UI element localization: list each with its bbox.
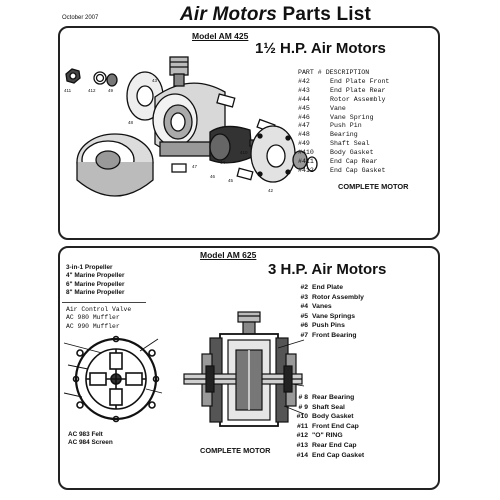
part-row: #4 Vanes: [300, 303, 332, 311]
part-row: #5 Vane Springs: [300, 312, 356, 320]
am625-hp-title: 3 H.P. Air Motors: [268, 261, 387, 278]
part-row: #412 End Cap Gasket: [298, 166, 386, 174]
end-cap-nut-icon: [66, 69, 80, 83]
vane-icon: [172, 164, 186, 172]
title-air-motors: Air Motors: [180, 4, 277, 25]
part-row: #48 Bearing: [298, 131, 358, 139]
part-row: #6 Push Pins: [300, 322, 345, 330]
part-row: #410 Body Gasket: [298, 149, 374, 157]
part-row: #411 End Cap Rear: [298, 158, 378, 166]
callout-label: 46: [210, 174, 216, 179]
part-row: #10 Body Gasket: [296, 413, 354, 421]
gasket-ring-icon: [94, 72, 106, 84]
am425-complete-motor-label: COMPLETE MOTOR: [338, 182, 409, 191]
filter-item: AC 984 Screen: [68, 439, 113, 447]
part-row: #11 Front End Cap: [297, 422, 359, 430]
callout-label: 44: [220, 160, 226, 165]
parts-header: PART # DESCRIPTION: [298, 69, 370, 76]
part-row: #2 End Plate: [300, 284, 343, 291]
am625-parts-list-top: [278, 283, 364, 341]
accessory-list: [66, 264, 124, 298]
part-row: #13 Rear End Cap: [296, 441, 357, 449]
accessory-item: 4" Marine Propeller: [66, 272, 125, 280]
part-row: #45 Vane: [298, 104, 346, 112]
bearing-icon: [107, 74, 117, 86]
accessory-divider: [62, 302, 146, 303]
part-row: #7 Front Bearing: [300, 331, 357, 339]
part-row: #14 End Cap Gasket: [296, 451, 365, 459]
title-parts-list: Parts List: [277, 4, 372, 25]
rear-end-cap-icon: [77, 134, 153, 196]
accessory-item: 6" Marine Propeller: [66, 280, 125, 288]
accessory-item: 3-in-1 Propeller: [66, 264, 113, 271]
callout-label: 410: [240, 150, 248, 155]
page-title: [180, 4, 371, 26]
part-row: #43 End Plate Rear: [298, 86, 386, 94]
filter-item: AC 983 Felt: [68, 431, 103, 438]
part-row: #12 "O" RING: [296, 432, 343, 440]
accessory-item: 8" Marine Propeller: [66, 289, 125, 297]
am625-parts-list-bottom: [278, 393, 364, 460]
am625-model-label: Model AM 625: [200, 250, 257, 260]
document-date: October 2007: [62, 15, 99, 21]
vane-icon: [237, 168, 253, 179]
control-item: AC 980 Muffler: [66, 314, 120, 322]
air-inlet-fitting-icon: [170, 57, 188, 86]
callout-label: 411: [64, 88, 72, 93]
part-row: #49 Shaft Seal: [298, 140, 370, 148]
am425-hp-title: 1½ H.P. Air Motors: [255, 40, 386, 57]
filter-list: [68, 431, 113, 448]
am425-model-label: Model AM 425: [192, 31, 249, 41]
part-row: #46 Vane Spring: [298, 113, 374, 121]
callout-label: 42: [268, 188, 274, 193]
part-row: #3 Rotor Assembly: [300, 293, 364, 301]
callout-label: 412: [88, 88, 96, 93]
callout-label: 47: [192, 164, 198, 169]
part-row: #42 End Plate Front: [298, 77, 390, 85]
control-item: AC 990 Muffler: [66, 322, 120, 330]
part-row: # 9 Shaft Seal: [298, 403, 345, 411]
control-item: Air Control Valve: [66, 306, 132, 313]
part-row: # 8 Rear Bearing: [298, 394, 355, 401]
callout-label: 48: [128, 120, 134, 125]
callout-label: 43: [152, 78, 158, 83]
control-list: [66, 306, 131, 331]
muffler-filter-diagram: [62, 333, 172, 428]
part-row: #44 Rotor Assembly: [298, 95, 386, 103]
am425-parts-list: [298, 69, 389, 176]
front-end-plate-icon: [251, 126, 295, 182]
am425-exploded-diagram: [60, 52, 320, 212]
part-row: #47 Push Pin: [298, 122, 362, 130]
callout-label: 49: [108, 88, 114, 93]
am625-complete-motor-label: COMPLETE MOTOR: [200, 446, 271, 455]
callout-label: 45: [228, 178, 234, 183]
